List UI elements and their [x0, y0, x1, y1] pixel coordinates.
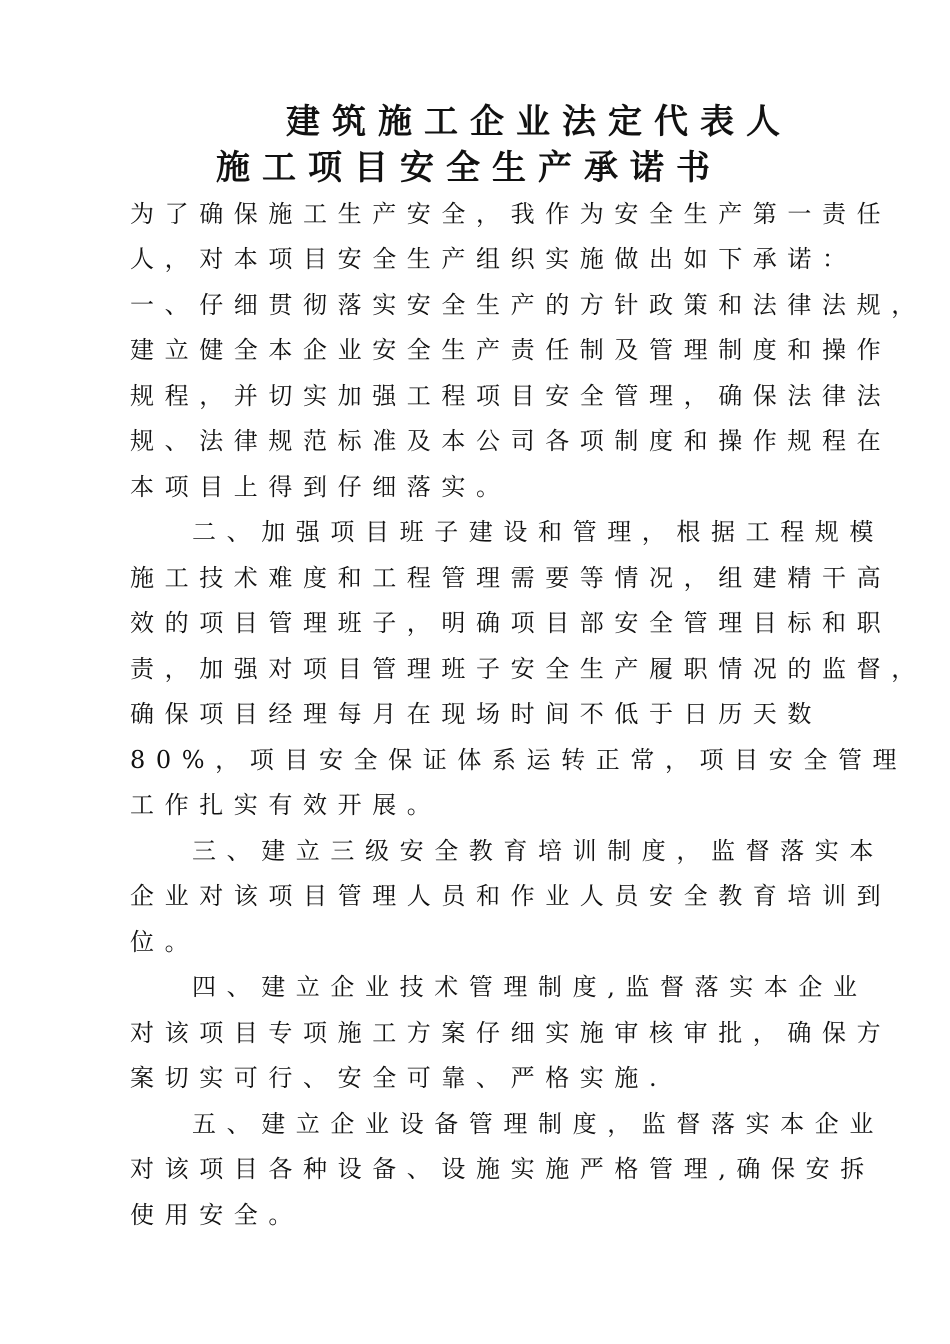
paragraph-start-line: 三、建立三级安全教育培训制度，监督落实本 [192, 837, 884, 865]
paragraph-start-line: 五、建立企业设备管理制度，监督落实本企业 [192, 1110, 884, 1138]
body-line: 对该项目专项施工方案仔细实施审核审批，确保方 [130, 1019, 892, 1047]
body-line: 企业对该项目管理人员和作业人员安全教育培训到 [130, 882, 892, 910]
body-line: 一、仔细贯彻落实安全生产的方针政策和法律法规， [130, 291, 926, 319]
body-line: 位。 [130, 928, 200, 956]
body-line: 规程，并切实加强工程项目安全管理，确保法律法 [130, 382, 892, 410]
body-line: 责，加强对项目管理班子安全生产履职情况的监督， [130, 655, 926, 683]
body-line: 确保项目经理每月在现场时间不低于日历天数 [130, 700, 822, 728]
body-line: 人，对本项目安全生产组织实施做出如下承诺： [130, 245, 857, 273]
body-line: 效的项目管理班子，明确项目部安全管理目标和职 [130, 609, 892, 637]
body-line: 工作扎实有效开展。 [130, 791, 442, 819]
body-line: 案切实可行、安全可靠、严格实施. [130, 1064, 668, 1092]
body-line: 对该项目各种设备、设施实施严格管理,确保安拆 [130, 1155, 875, 1183]
body-line: 为了确保施工生产安全，我作为安全生产第一责任 [130, 200, 892, 228]
paragraph-start-line: 二、加强项目班子建设和管理，根据工程规模 [192, 518, 884, 546]
body-line: 建立健全本企业安全生产责任制及管理制度和操作 [130, 336, 892, 364]
body-line: 本项目上得到仔细落实。 [130, 473, 511, 501]
paragraph-start-line: 四、建立企业技术管理制度,监督落实本企业 [192, 973, 868, 1001]
body-line: 规、法律规范标准及本公司各项制度和操作规程在 [130, 427, 892, 455]
document-title-line-1: 建筑施工企业法定代表人 [286, 102, 792, 142]
body-line: 使用安全。 [130, 1201, 303, 1229]
document-title-line-2: 施工项目安全生产承诺书 [216, 148, 722, 188]
body-line: 80%，项目安全保证体系运转正常，项目安全管理 [130, 746, 908, 774]
body-line: 施工技术难度和工程管理需要等情况，组建精干高 [130, 564, 892, 592]
